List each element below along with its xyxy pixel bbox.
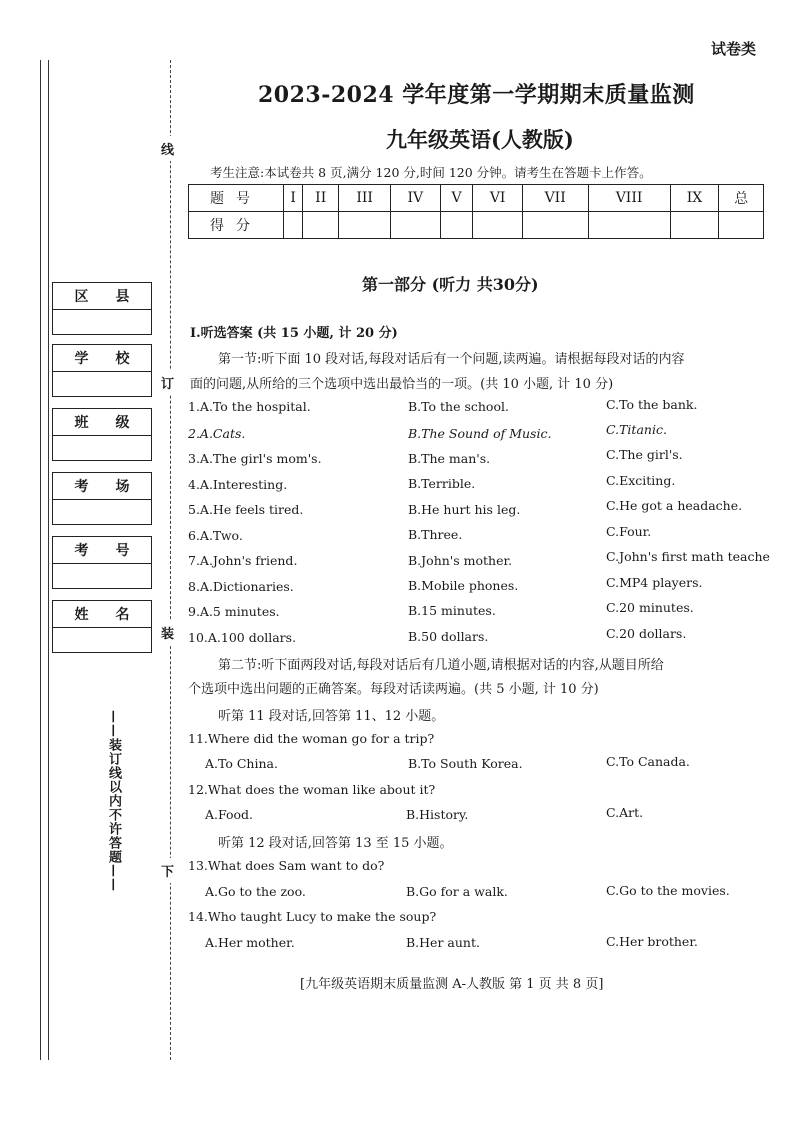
score-cell[interactable] (339, 212, 391, 239)
q10-option-c: C.20 dollars. (606, 626, 687, 641)
name-input[interactable] (53, 628, 151, 652)
exam-title: 2023-2024 学年度第一学期期末质量监测 (258, 82, 695, 108)
q14-option-b: B.Her aunt. (406, 935, 480, 950)
class-input[interactable] (53, 436, 151, 460)
binding-char-bind: 装 (161, 620, 174, 645)
q9-option-c: C.20 minutes. (606, 600, 694, 615)
q11-stem: 11.Where did the woman go for a trip? (188, 731, 435, 746)
q11-option-a: A.To China. (205, 756, 278, 771)
q7-option-c: C.John's first math teache (606, 549, 770, 564)
field-exam-number: 考 号 (52, 536, 152, 589)
q1-option-c: C.To the bank. (606, 397, 698, 412)
score-cell[interactable] (670, 212, 719, 239)
score-cell[interactable] (303, 212, 339, 239)
q3-option-a: 3.A.The girl's mom's. (188, 451, 322, 466)
q14-stem: 14.Who taught Lucy to make the soup? (188, 909, 437, 924)
score-col: V (440, 185, 473, 212)
q6-option-c: C.Four. (606, 524, 652, 539)
section1-intro-line2: 面的问题,从所给的三个选项中选出最恰当的一项。(共 10 小题, 计 10 分) (190, 377, 614, 392)
section2-intro-line1: 第二节:听下面两段对话,每段对话后有几道小题,请根据对话的内容,从题目所给 (218, 658, 664, 673)
field-school: 学 校 (52, 344, 152, 397)
q8-option-c: C.MP4 players. (606, 575, 703, 590)
q7-option-b: B.John's mother. (408, 553, 513, 568)
score-cell[interactable] (588, 212, 670, 239)
district-input[interactable] (53, 310, 151, 334)
q5-option-b: B.He hurt his leg. (408, 502, 521, 517)
score-col: II (303, 185, 339, 212)
q2-option-b: B.The Sound of Music. (408, 426, 552, 441)
field-class: 班 级 (52, 408, 152, 461)
field-exam-room: 考 场 (52, 472, 152, 525)
binding-line-inner (48, 60, 49, 1060)
q10-option-a: 10.A.100 dollars. (188, 630, 297, 645)
field-name: 姓 名 (52, 600, 152, 653)
candidate-notice: 考生注意:本试卷共 8 页,满分 120 分,时间 120 分钟。请考生在答题卡上作答。 (210, 165, 652, 180)
section1-title: I.听选答案 (共 15 小题, 计 20 分) (190, 326, 398, 341)
score-col: IX (670, 185, 719, 212)
q7-option-a: 7.A.John's friend. (188, 553, 298, 568)
q12-stem: 12.What does the woman like about it? (188, 782, 436, 797)
paper-type-label: 试卷类 (710, 40, 756, 58)
q12-option-c: C.Art. (606, 805, 644, 820)
q4-option-c: C.Exciting. (606, 473, 676, 488)
q14-option-c: C.Her brother. (606, 934, 698, 949)
score-table (188, 184, 764, 239)
score-cell[interactable] (284, 212, 303, 239)
binding-char-below: 下 (161, 858, 174, 883)
q13-option-b: B.Go for a walk. (406, 884, 508, 899)
exam-number-input[interactable] (53, 564, 151, 588)
q8-option-b: B.Mobile phones. (408, 578, 519, 593)
q12-option-a: A.Food. (205, 807, 254, 822)
q3-option-b: B.The man's. (408, 451, 491, 466)
q10-option-b: B.50 dollars. (408, 629, 489, 644)
q4-option-b: B.Terrible. (408, 476, 476, 491)
score-table-head-number: 题号 (189, 185, 284, 212)
score-col: VI (473, 185, 522, 212)
score-col: 总 (719, 185, 764, 212)
dialog12-note: 听第 12 段对话,回答第 13 至 15 小题。 (218, 836, 453, 851)
score-col: III (339, 185, 391, 212)
school-input[interactable] (53, 372, 151, 396)
q9-option-b: B.15 minutes. (408, 603, 496, 618)
q6-option-b: B.Three. (408, 527, 463, 542)
binding-char-order: 订 (161, 370, 174, 395)
q6-option-a: 6.A.Two. (188, 528, 243, 543)
q13-option-c: C.Go to the movies. (606, 883, 730, 898)
binding-line-outer (40, 60, 41, 1060)
page-footer: [九年级英语期末质量监测 A-人教版 第 1 页 共 8 页] (300, 977, 604, 992)
binding-line-cut (170, 60, 172, 1060)
binding-char-line: 线 (161, 136, 174, 161)
score-cell[interactable] (522, 212, 588, 239)
exam-subtitle: 九年级英语(人教版) (386, 127, 574, 152)
score-table-row-score (189, 212, 764, 239)
q13-option-a: A.Go to the zoo. (205, 884, 306, 899)
q2-option-a: 2.A.Cats. (188, 426, 246, 441)
section2-intro-line2: 个选项中选出问题的正确答案。每段对话读两遍。(共 5 小题, 计 10 分) (188, 682, 599, 697)
dialog11-note: 听第 11 段对话,回答第 11、12 小题。 (218, 709, 445, 724)
score-table-head-score: 得分 (189, 212, 284, 239)
score-table-row-number (189, 185, 764, 212)
q14-option-a: A.Her mother. (205, 935, 295, 950)
section1-intro-line1: 第一节:听下面 10 段对话,每段对话后有一个问题,读两遍。请根据每段对话的内容 (218, 352, 685, 367)
score-col: IV (391, 185, 440, 212)
q13-stem: 13.What does Sam want to do? (188, 858, 385, 873)
q5-option-c: C.He got a headache. (606, 498, 743, 513)
binding-warning: ——装订线以内不许答题—— (106, 710, 121, 892)
q1-option-b: B.To the school. (408, 399, 509, 414)
q4-option-a: 4.A.Interesting. (188, 477, 288, 492)
score-col: VII (522, 185, 588, 212)
q2-option-c: C.Titanic. (606, 422, 667, 437)
score-cell[interactable] (391, 212, 440, 239)
q3-option-c: C.The girl's. (606, 447, 683, 462)
score-cell[interactable] (719, 212, 764, 239)
q12-option-b: B.History. (406, 807, 469, 822)
q5-option-a: 5.A.He feels tired. (188, 502, 304, 517)
part1-title: 第一部分 (听力 共30分) (362, 275, 539, 294)
score-cell[interactable] (440, 212, 473, 239)
q11-option-c: C.To Canada. (606, 754, 690, 769)
field-district: 区 县 (52, 282, 152, 335)
q11-option-b: B.To South Korea. (408, 756, 523, 771)
q1-option-a: 1.A.To the hospital. (188, 399, 311, 414)
score-cell[interactable] (473, 212, 522, 239)
exam-room-input[interactable] (53, 500, 151, 524)
q9-option-a: 9.A.5 minutes. (188, 604, 280, 619)
score-col: VIII (588, 185, 670, 212)
score-col: I (284, 185, 303, 212)
q8-option-a: 8.A.Dictionaries. (188, 579, 294, 594)
